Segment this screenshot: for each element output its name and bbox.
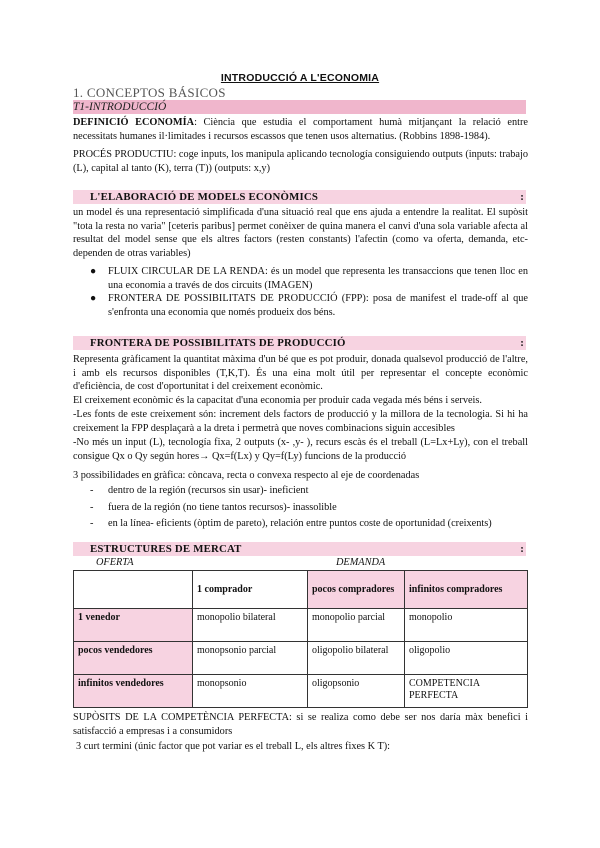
frontera-paragraph-4: -No més un input (L), tecnología fixa, 2 outputs (x- ,y- ), recurs escàs és el treball (L=Lx+Ly), con el treball consigue Qx o Qy según hores→ Qx=f(Lx) y Qy=f(Ly) funcions de la producció xyxy=(73,437,528,462)
table-header-row xyxy=(74,571,528,609)
frontera-paragraph-3: -Les fonts de este creixement són: increment dels factors de producció y la millora de la tecnologia. Si hi ha creixement la FPP desplaçarà a la dreta i permetrà que noves combinacions siguin accesibles xyxy=(73,409,528,434)
list-item-text: en la línea- eficients (òptim de pareto), relación entre puntos coste de oportunidad (creixents) xyxy=(108,518,492,530)
demanda-label: DEMANDA xyxy=(336,557,386,568)
table-cell: monopolio bilateral xyxy=(193,609,308,642)
section-header-models xyxy=(73,190,526,204)
list-item-text: dentro de la región (recursos sin usar)- ineficient xyxy=(108,485,309,496)
table-cell: oligopolio bilateral xyxy=(308,642,405,675)
table-cell: oligopsonio xyxy=(308,675,405,708)
frontera-paragraph-2: El creixement econòmic és la capacitat d'una economia per produir cada vegada més béns i serveis. xyxy=(73,395,482,406)
definition-term: DEFINICIÓ ECONOMÍA xyxy=(73,117,195,128)
table-cell: monopolio xyxy=(405,609,528,642)
proces-paragraph: PROCÉS PRODUCTIU: coge inputs, los manipula aplicando tecnología consiguiendo outputs (inputs: trabajo (L), capital al tanto (K), terra (T)) (outputs: x,y) xyxy=(73,149,528,174)
section-title: FRONTERA DE POSSIBILITATS DE PRODUCCIÓ xyxy=(90,337,346,349)
section-colon: : xyxy=(520,543,524,555)
table-cell xyxy=(74,571,193,609)
list-item-text: FLUIX CIRCULAR DE LA RENDA: és un model que representa les transaccions que tenen lloc en una economia a través de dos circuits (IMAGEN) xyxy=(108,266,528,291)
table-cell: oligopolio xyxy=(405,642,528,675)
oferta-label: OFERTA xyxy=(96,557,134,568)
frontera-paragraph-5: 3 possibilidades en gràfica: còncava, recta o convexa respecto al eje de coordenadas xyxy=(73,470,420,481)
section-title: ESTRUCTURES DE MERCAT xyxy=(90,543,242,555)
section-title: L'ELABORACIÓ DE MODELS ECONÒMICS xyxy=(90,191,319,203)
section-header-frontera xyxy=(73,336,526,350)
frontera-paragraph-1: Representa gràficament la quantitat màxima d'un bé que es pot produir, donada qualsevol producció de l'altre, i amb els recursos disponibles (T,K,T). És una eina molt útil per representar el concepte econòmic d'eficiència, de cost d'oportunitat i del creixement econòmic. xyxy=(73,354,528,393)
document-title: INTRODUCCIÓ A L'ECONOMIA xyxy=(220,72,380,84)
table-row xyxy=(74,642,528,675)
table-cell: monopsonio parcial xyxy=(193,642,308,675)
definition-paragraph xyxy=(73,116,528,143)
table-row-header: pocos vendedores xyxy=(74,642,193,675)
table-cell: COMPETENCIA PERFECTA xyxy=(405,675,528,708)
dash-icon: - xyxy=(90,501,94,513)
table-row-header: infinitos vendedores xyxy=(74,675,193,708)
curt-termini-paragraph: 3 curt termini (únic factor que pot variar es el treball L, els altres fixes K T): xyxy=(76,741,391,752)
dash-icon: - xyxy=(90,518,94,530)
table-header-cell: infinitos compradores xyxy=(405,571,528,609)
dash-icon: - xyxy=(90,485,94,496)
list-item xyxy=(73,517,528,531)
topic-bar: T1-INTRODUCCIÓ xyxy=(73,100,526,114)
market-structures-table xyxy=(73,570,528,708)
table-row-header: 1 venedor xyxy=(74,609,193,642)
heading-conceptos-basicos: 1. CONCEPTOS BÁSICOS xyxy=(73,85,226,100)
definition-text: : Ciència que estudia el comportament humà mitjançant la relació entre necessitats humanes il·limitades i recursos escassos que tenen usos alternatius. (Robbins 1898-1984). xyxy=(73,117,528,142)
bullet-icon: ● xyxy=(90,266,97,277)
suposits-paragraph: SUPÒSITS DE LA COMPETÈNCIA PERFECTA: si se realiza como debe ser nos daría màx benefici i satisfacció a empresas i a consumidors xyxy=(73,712,528,737)
list-item-text: FRONTERA DE POSSIBILITATS DE PRODUCCIÓ (FPP): posa de manifest el trade-off al que s'enfronta una economia que només produeix dos béns. xyxy=(108,293,528,318)
table-cell: monopsonio xyxy=(193,675,308,708)
bullet-icon: ● xyxy=(90,293,97,305)
list-item xyxy=(73,265,528,292)
section-header-mercat xyxy=(73,542,526,556)
list-item-text: fuera de la región (no tiene tantos recursos)- inassolible xyxy=(108,501,337,513)
table-header-cell: 1 comprador xyxy=(193,571,308,609)
list-item xyxy=(73,292,528,319)
models-paragraph: un model és una representació simplificada d'una situació real que ens ajuda a entendre la realitat. El supòsit "tota la resta no varia" [ceteris paribus] permet conèixer de quina manera el canvi d'una sola variable afecta al resultat del model sense que els altres factors (resten constants) l'afectin (como va oferta, demanda, etc- dependen de otras variables) xyxy=(73,207,528,259)
table-cell: monopolio parcial xyxy=(308,609,405,642)
table-row xyxy=(74,609,528,642)
table-row xyxy=(74,675,528,708)
section-colon: : xyxy=(520,337,524,349)
list-item xyxy=(73,501,528,515)
list-item xyxy=(73,484,528,498)
table-header-cell: pocos compradores xyxy=(308,571,405,609)
section-colon: : xyxy=(520,191,524,203)
frontera-dash-list xyxy=(73,484,528,531)
models-bullet-list xyxy=(73,265,528,319)
